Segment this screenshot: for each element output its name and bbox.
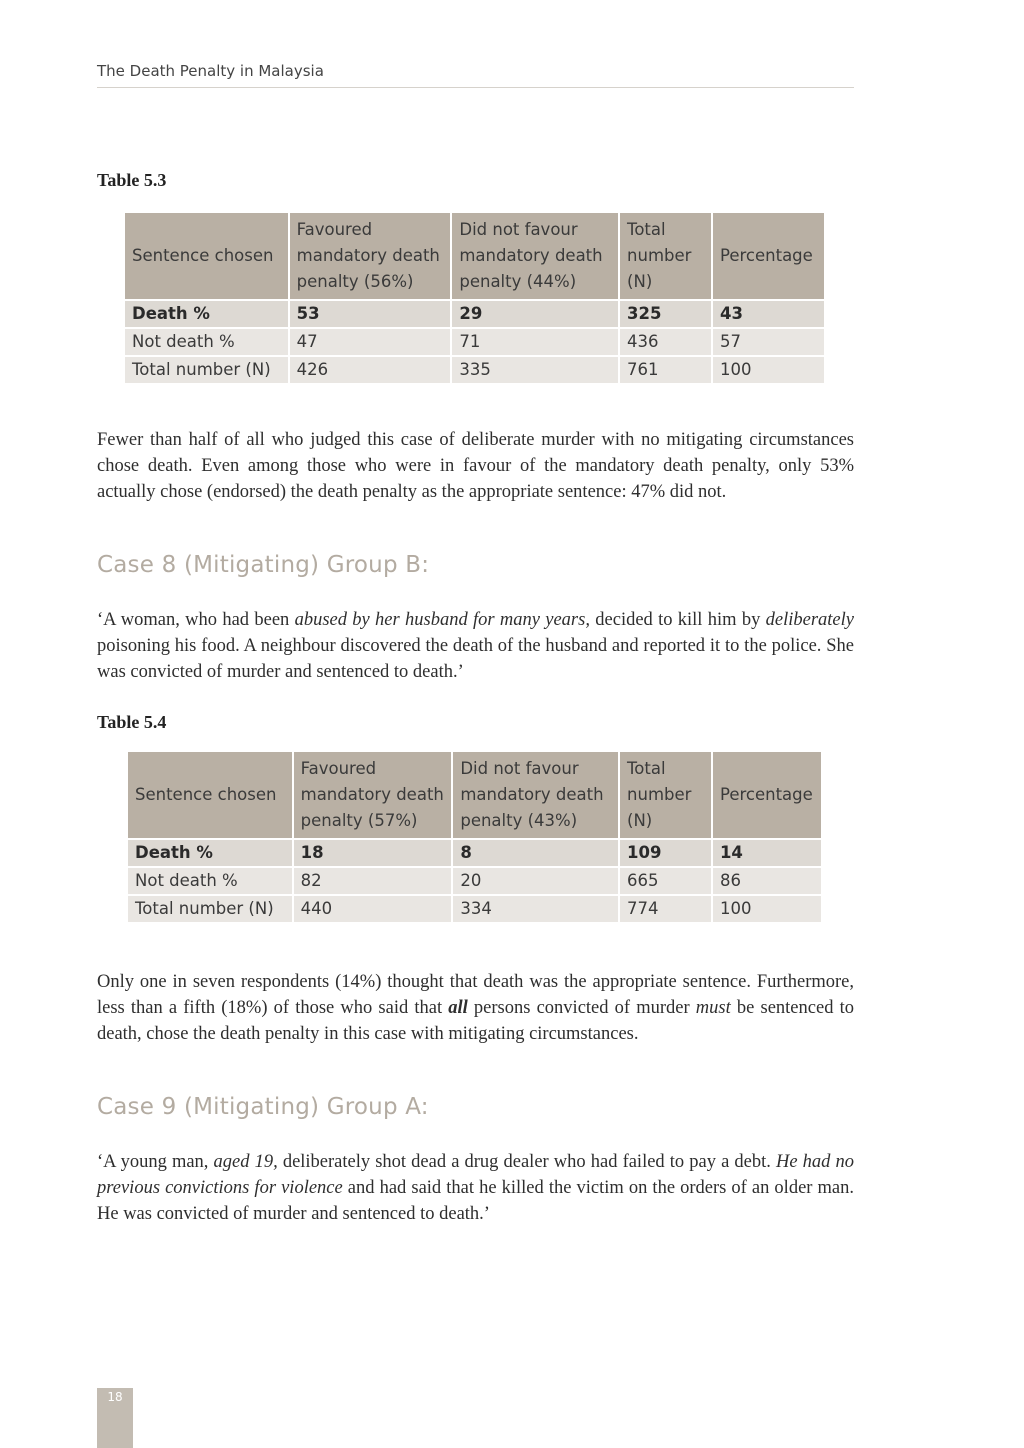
quote-text: deliberately shot dead a drug dealer who had failed to pay a debt. [277,1152,776,1172]
table-cell: 665 [619,867,712,895]
column-header: Sentence chosen [128,752,293,839]
table-cell: Total number (N) [125,356,289,384]
quote-emphasis: abused by her husband for many years, [294,610,590,630]
table-cell: 774 [619,895,712,923]
table-cell: 325 [619,300,712,328]
table-cell: Death % [125,300,289,328]
table-cell: 426 [289,356,452,384]
table-cell: 14 [712,839,822,867]
table-cell: 100 [712,895,822,923]
running-header [97,60,854,88]
column-header: Did not favour mandatory death penalty (43%) [452,752,619,839]
table-cell: 109 [619,839,712,867]
table-cell: 53 [289,300,452,328]
quote-text: poisoning his food. A neighbour discovered the death of the husband and reported it to the police. She was convicted of murder and sentenced to death.’ [97,636,854,682]
table-5-4 [128,752,823,924]
paragraph-1: Fewer than half of all who judged this case of deliberate murder with no mitigating circumstances chose death. Even among those who were in favour of the mandatory death penalty, only 53% actually chose (endorsed) the death penalty as the appropriate sentence: 47% did not. [97,430,854,502]
paragraph-text: persons convicted of murder [467,998,696,1018]
table-cell: 18 [293,839,453,867]
paragraph-2 [97,969,854,1047]
table-5-3 [125,213,826,385]
page-number: 18 [107,1390,123,1404]
column-header: Did not favour mandatory death penalty (44%) [451,213,619,300]
table-cell: 334 [452,895,619,923]
table-row [125,328,825,356]
quote-text: decided to kill him by [589,610,766,630]
paragraph-text: be sentenced to death, chose the death penalty in this case with mitigating circumstances. [97,998,854,1044]
table-cell: Not death % [128,867,293,895]
column-header: Sentence chosen [125,213,289,300]
table-cell: 761 [619,356,712,384]
table-cell: Death % [128,839,293,867]
table-cell: 8 [452,839,619,867]
table-cell: 436 [619,328,712,356]
table-row [128,839,822,867]
table-cell: 100 [712,356,825,384]
column-header: Percentage [712,213,825,300]
table-cell: 29 [451,300,619,328]
table-cell: 43 [712,300,825,328]
quote-emphasis: aged 19, [213,1152,278,1172]
quote-text: and had said that he killed the victim on the orders of an older man. He was convicted of murder and sentenced to death.’ [97,1178,855,1224]
column-header: Favoured mandatory death penalty (57%) [293,752,453,839]
quote-emphasis: He had no previous convictions for violence [97,1152,854,1198]
case-9-heading: Case 9 (Mitigating) Group A: [97,1094,429,1120]
case-8-quote [97,607,854,685]
table-row [128,867,822,895]
table-cell: 71 [451,328,619,356]
table-cell: Total number (N) [128,895,293,923]
page-number-tab [97,1388,133,1448]
paragraph-emphasis: must [695,998,731,1018]
table-cell: 335 [451,356,619,384]
column-header: Total number (N) [619,752,712,839]
table-cell: 440 [293,895,453,923]
table-row [125,356,825,384]
table-cell: 47 [289,328,452,356]
running-title: The Death Penalty in Malaysia [97,62,324,80]
table-row [128,895,822,923]
table-row [125,300,825,328]
quote-text: ‘A young man, [97,1152,214,1172]
table-cell: 20 [452,867,619,895]
quote-text: ‘A woman, who had been [97,610,295,630]
table-header-row [125,213,825,300]
table-cell: 86 [712,867,822,895]
case-8-heading: Case 8 (Mitigating) Group B: [97,552,430,578]
column-header: Total number (N) [619,213,712,300]
table-cell: 82 [293,867,453,895]
table-header-row [128,752,822,839]
column-header: Percentage [712,752,822,839]
table-5-4-caption: Table 5.4 [97,712,167,732]
case-9-quote [97,1149,854,1227]
paragraph-emphasis: all [448,998,468,1018]
table-cell: 57 [712,328,825,356]
table-5-3-caption: Table 5.3 [97,170,167,190]
table-cell: Not death % [125,328,289,356]
quote-emphasis: deliberately [765,610,854,630]
column-header: Favoured mandatory death penalty (56%) [289,213,452,300]
paragraph-text: Only one in seven respondents (14%) thought that death was the appropriate sentence. Furthermore, less than a fifth (18%) of those who said that [97,972,854,1018]
